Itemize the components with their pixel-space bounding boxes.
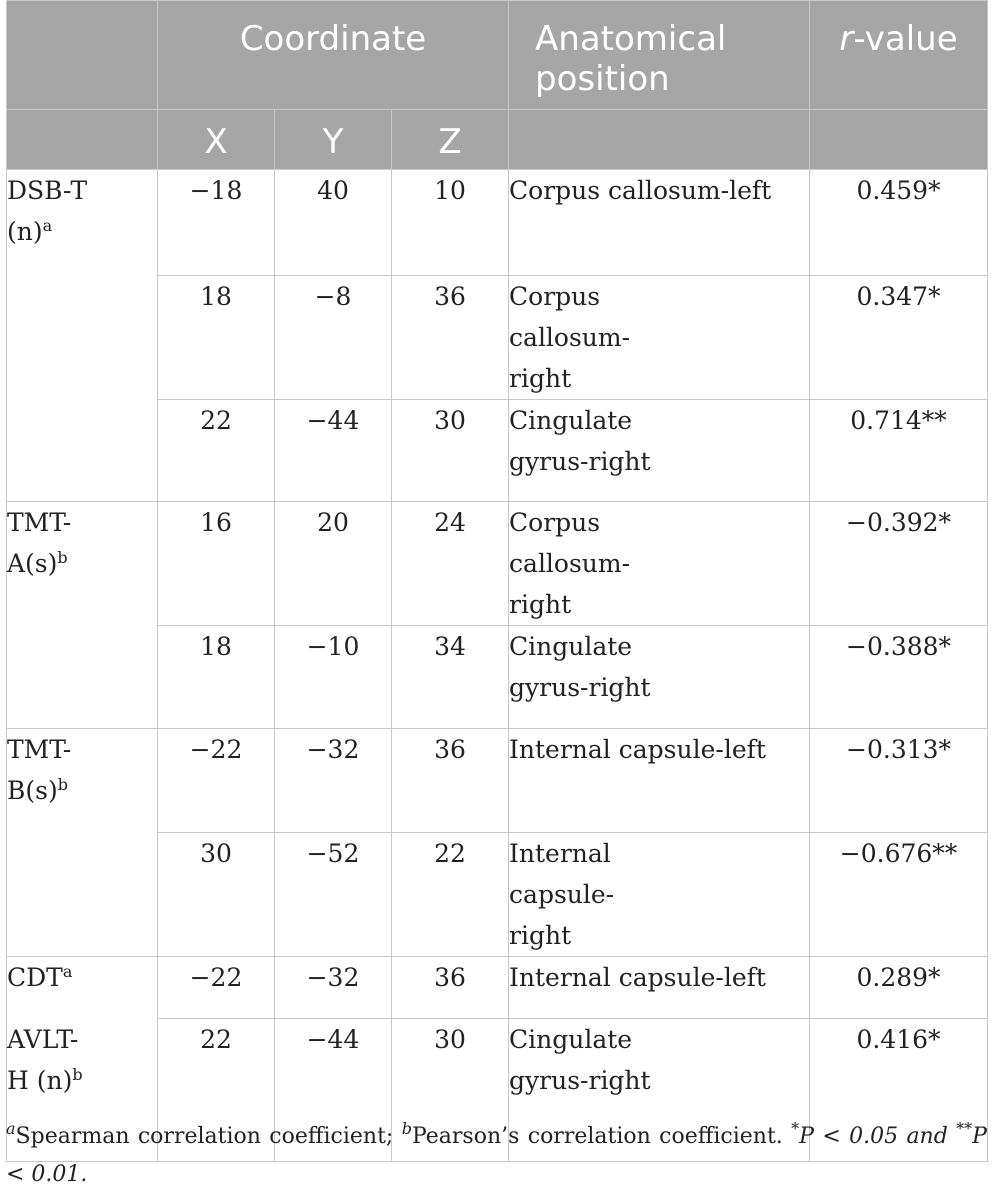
header-x: X [158, 110, 275, 170]
cell-r-value: 0.714** [810, 400, 988, 502]
header-empty-cell [7, 1, 158, 110]
cell-y: −52 [275, 833, 392, 957]
cell-x: −22 [158, 957, 275, 1019]
cell-z: 30 [392, 1019, 509, 1162]
cell-position: Internal capsule-left [509, 729, 810, 833]
group-label: TMT-$B(s)^b$ [7, 729, 158, 957]
header-z: Z [392, 110, 509, 170]
table-row [7, 729, 988, 833]
cell-position: Corpus callosum-left [509, 170, 810, 276]
cell-y: 40 [275, 170, 392, 276]
cell-y: 20 [275, 502, 392, 626]
header-row-1 [7, 1, 988, 110]
cell-z: 36 [392, 276, 509, 400]
correlation-table [6, 0, 988, 1162]
cell-y: −32 [275, 729, 392, 833]
cell-position: Corpus callosum-right [509, 502, 810, 626]
cell-r-value: 0.347* [810, 276, 988, 400]
table-row [7, 170, 988, 276]
cell-r-value: 0.459* [810, 170, 988, 276]
header-coordinate: Coordinate [158, 1, 509, 110]
group-label: CDT$^a$ [7, 957, 158, 1019]
cell-position: Cingulate gyrus-right [509, 1019, 810, 1162]
cell-r-value: 0.289* [810, 957, 988, 1019]
cell-z: 36 [392, 729, 509, 833]
cell-position: Cingulate gyrus-right [509, 626, 810, 729]
cell-z: 30 [392, 400, 509, 502]
cell-z: 10 [392, 170, 509, 276]
cell-x: 18 [158, 276, 275, 400]
header-y: Y [275, 110, 392, 170]
cell-x: −18 [158, 170, 275, 276]
table-row [7, 502, 988, 626]
header-r-value: r-value [810, 1, 988, 110]
cell-y: −32 [275, 957, 392, 1019]
cell-z: 24 [392, 502, 509, 626]
cell-y: −44 [275, 1019, 392, 1162]
cell-r-value: −0.676** [810, 833, 988, 957]
cell-y: −8 [275, 276, 392, 400]
header-empty-cell [7, 110, 158, 170]
header-anatomical-position: Anatomical position [509, 1, 810, 110]
cell-z: 22 [392, 833, 509, 957]
cell-x: 16 [158, 502, 275, 626]
cell-r-value: −0.392* [810, 502, 988, 626]
cell-x: 18 [158, 626, 275, 729]
cell-z: 36 [392, 957, 509, 1019]
cell-x: 22 [158, 1019, 275, 1162]
cell-x: 30 [158, 833, 275, 957]
cell-y: −44 [275, 400, 392, 502]
table-row [7, 957, 988, 1019]
cell-r-value: −0.313* [810, 729, 988, 833]
cell-z: 34 [392, 626, 509, 729]
group-label: DSB-T $(n)^a$ [7, 170, 158, 502]
cell-x: 22 [158, 400, 275, 502]
table-footnote: $^a$Spearman correlation coefficient; $^b$Pearson’s correlation coefficient. *P < 0.05 and **P < 0.01. [6, 1119, 987, 1187]
header-empty-cell [509, 110, 810, 170]
cell-y: −10 [275, 626, 392, 729]
cell-r-value: 0.416* [810, 1019, 988, 1162]
group-label: TMT-$A(s)^b$ [7, 502, 158, 729]
cell-position: Internal capsule-left [509, 957, 810, 1019]
cell-position: Internal capsule-right [509, 833, 810, 957]
header-empty-cell [810, 110, 988, 170]
cell-position: Cingulate gyrus-right [509, 400, 810, 502]
cell-x: −22 [158, 729, 275, 833]
cell-position: Corpus callosum-right [509, 276, 810, 400]
header-row-2 [7, 110, 988, 170]
group-label: AVLT-H $(n)^b$ [7, 1019, 158, 1162]
cell-r-value: −0.388* [810, 626, 988, 729]
